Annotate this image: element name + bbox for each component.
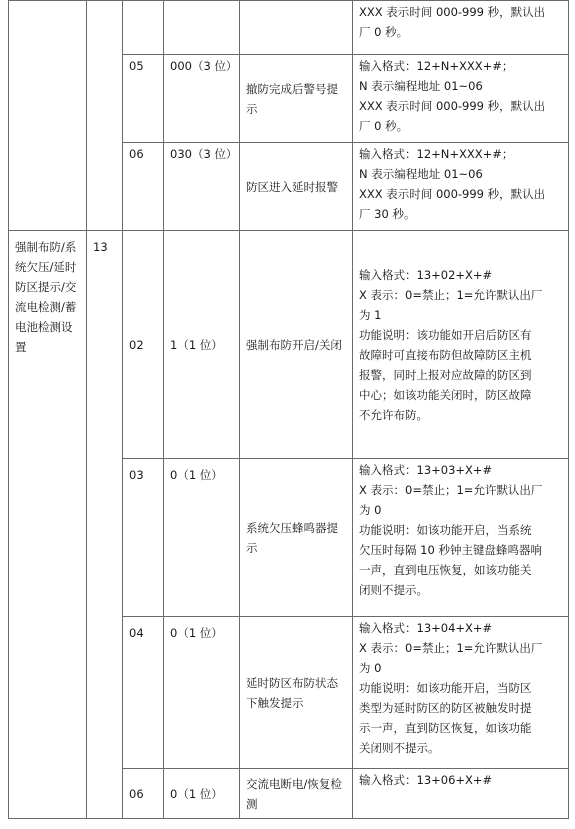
function-name-cell: 交流电断电/恢复检测 <box>240 769 353 819</box>
description-line: X 表示：0=禁止；1=允许默认出厂 <box>359 483 543 497</box>
sub-code-cell: 05 <box>123 55 164 143</box>
default-value-cell: 0（1 位） <box>164 617 240 769</box>
sub-code-cell: 06 <box>123 143 164 231</box>
description-line: 输入格式：13+03+X+# <box>359 463 493 477</box>
description-cell <box>353 1 569 55</box>
description-line: 故障时可直接布防但故障防区主机 <box>359 347 532 362</box>
description-line: XXX 表示时间 000-999 秒，默认出 <box>359 187 546 201</box>
default-value-cell: 030（3 位） <box>164 143 240 231</box>
function-name-cell: 防区进入延时报警 <box>240 143 353 231</box>
code-cell-previous <box>87 1 123 231</box>
description-cell <box>353 459 569 617</box>
description-line: 为 0 <box>359 503 382 517</box>
table-row <box>9 1 569 55</box>
description-line: 厂 0 秒。 <box>359 25 409 39</box>
description-line: 输入格式：13+06+X+# <box>359 773 493 787</box>
function-name-cell: 撤防完成后警号提示 <box>240 55 353 143</box>
description-cell <box>353 55 569 143</box>
sub-code-cell: 06 <box>123 769 164 819</box>
description-line: 闭则不提示。 <box>359 583 428 597</box>
description-line: 厂 30 秒。 <box>359 207 416 221</box>
description-line: 为 1 <box>359 307 382 322</box>
description-line: 为 0 <box>359 661 382 675</box>
description-line: 输入格式：12+N+XXX+#； <box>359 147 514 161</box>
description-line: XXX 表示时间 000-999 秒，默认出 <box>359 5 546 19</box>
default-value-cell: 000（3 位） <box>164 55 240 143</box>
function-name-cell: 延时防区布防状态下触发提示 <box>240 617 353 769</box>
description-line: 功能说明：如该功能开启，当防区 <box>359 681 532 695</box>
description-line: 报警，同时上报对应故障的防区到 <box>359 367 532 382</box>
default-value-cell: 1（1 位） <box>164 231 240 459</box>
description-line: 欠压时每隔 10 秒钟主键盘蜂鸣器响 <box>359 543 542 557</box>
description-line: 不允许布防。 <box>359 407 428 422</box>
description-line: 一声，直到电压恢复，如该功能关 <box>359 563 532 577</box>
default-value-cell: 0（1 位） <box>164 769 240 819</box>
description-line: X 表示：0=禁止；1=允许默认出厂 <box>359 641 543 655</box>
description-line: 中心；如该功能关闭时，防区故障 <box>359 387 532 402</box>
description-line: 功能说明：如该功能开启，当系统 <box>359 523 532 537</box>
sub-code-cell <box>123 1 164 55</box>
category-cell-previous <box>9 1 87 231</box>
function-name-cell: 系统欠压蜂鸣器提示 <box>240 459 353 617</box>
settings-table <box>8 0 569 819</box>
default-value-cell: 0（1 位） <box>164 459 240 617</box>
default-value-cell <box>164 1 240 55</box>
table-row <box>9 231 569 459</box>
code-cell: 13 <box>87 231 123 819</box>
description-line: 厂 0 秒。 <box>359 119 409 133</box>
function-name-cell <box>240 1 353 55</box>
description-cell <box>353 231 569 459</box>
category-cell: 强制布防/系统欠压/延时防区提示/交流电检测/蓄电池检测设置 <box>9 231 87 819</box>
description-line: 输入格式：13+04+X+# <box>359 621 493 635</box>
description-line: X 表示：0=禁止；1=允许默认出厂 <box>359 287 543 302</box>
description-line: 功能说明：该功能如开启后防区有 <box>359 327 532 342</box>
sub-code-cell: 02 <box>123 231 164 459</box>
table-body <box>9 1 569 819</box>
description-cell <box>353 769 569 819</box>
description-line: 类型为延时防区的防区被触发时提 <box>359 701 532 715</box>
sub-code-cell: 04 <box>123 617 164 769</box>
function-name-cell: 强制布防开启/关闭 <box>240 231 353 459</box>
description-line: N 表示编程地址 01~06 <box>359 79 483 93</box>
description-line: 输入格式：12+N+XXX+#； <box>359 59 514 73</box>
description-line: 输入格式：13+02+X+# <box>359 267 493 282</box>
sub-code-cell: 03 <box>123 459 164 617</box>
description-cell <box>353 143 569 231</box>
description-line: 关闭则不提示。 <box>359 741 440 755</box>
description-cell <box>353 617 569 769</box>
description-line: 示一声，直到防区恢复，如该功能 <box>359 721 532 735</box>
description-line: N 表示编程地址 01~06 <box>359 167 483 181</box>
description-line: XXX 表示时间 000-999 秒，默认出 <box>359 99 546 113</box>
